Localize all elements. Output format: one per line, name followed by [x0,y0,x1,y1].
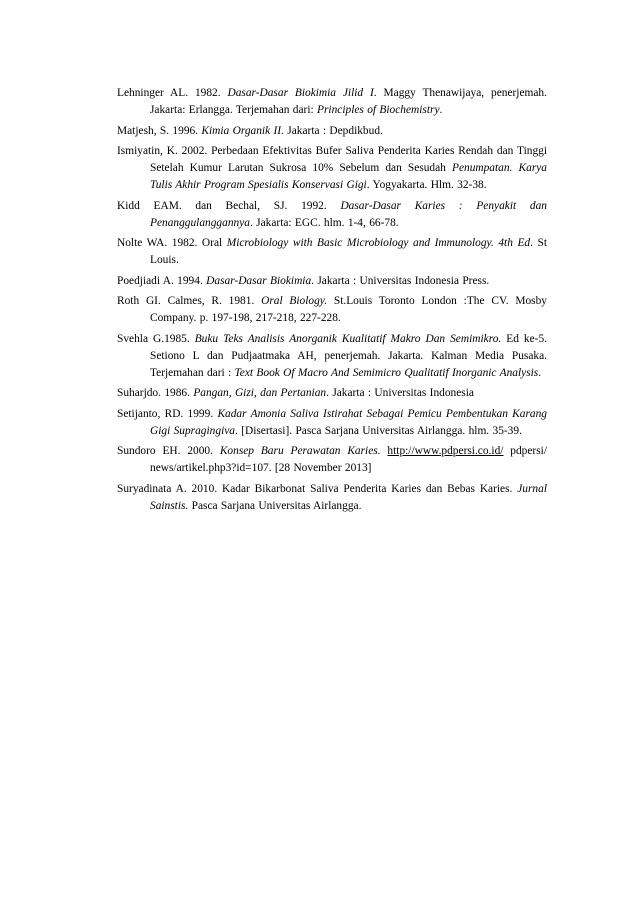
reference-entry [117,481,547,515]
reference-title-italic: Kimia Organik II. [201,124,284,137]
reference-text: Pasca Sarjana Universitas Airlangga. [188,499,362,512]
reference-text: Suharjdo. 1986. [117,387,194,399]
reference-entry [117,235,547,269]
reference-text: . [439,104,443,116]
reference-entry [117,406,547,440]
reference-text: Nolte WA. 1982. Oral [117,237,227,249]
reference-entry [117,331,547,382]
reference-entry [117,123,547,140]
reference-text: Ismiyatin, K. 2002. Perbedaan Efektivitas Bufer Saliva Penderita Karies Rendah dan Tinggi Setelah Kumur Larutan Sukrosa 10% Sebelum dan Sesudah [117,145,547,174]
reference-title-italic: Penumpatan. Karya Tulis Akhir Program Spesialis Konservasi Gigi [150,162,547,191]
reference-title-italic: Jurnal Sainstis. [150,482,547,512]
reference-title-italic: Microbiology with Basic Microbiology and Immunology. 4th Ed [226,237,531,249]
reference-text: Roth GI. Calmes, R. 1981. [117,295,262,307]
reference-text: . [Disertasi]. Pasca Sarjana Universitas Airlangga. hlm. 35-39. [234,424,522,437]
reference-title-italic: Dasar-Dasar Karies : Penyakit dan Penanggulanggannya [150,199,547,229]
reference-text: Kidd EAM. dan Bechal, SJ. 1992. [117,199,341,212]
reference-text: Poedjiadi A. 1994. [117,274,207,287]
reference-text: pdpersi/ news/artikel.php3?id=107. [28 November 2013] [150,445,547,474]
reference-title-italic: Kadar Amonia Saliva Istirahat Sebagai Pemicu Pembentukan Karang Gigi Supragingiva [150,407,547,437]
reference-entry [117,198,547,232]
reference-text: Setijanto, RD. 1999. [117,407,218,420]
reference-title-italic: Konsep Baru Perawatan Karies. [219,445,381,457]
reference-text: St.Louis Toronto London :The CV. Mosby Company. p. 197-198, 217-218, 227-228. [150,295,547,324]
reference-entry [117,273,547,290]
reference-title-italic: Buku Teks Analisis Anorganik Kualitatif Makro Dan Semimikro. [194,332,502,345]
reference-entry [117,385,547,402]
reference-text: Sundoro EH. 2000. [117,445,220,457]
reference-list [117,85,547,518]
reference-text: Jakarta : Depdikbud. [283,124,383,137]
reference-url-link[interactable]: http://www.pdpersi.co.id/ [387,445,504,457]
reference-text: . Maggy Thenawijaya, penerjemah. Jakarta: Erlangga. Terjemahan dari: [150,87,547,116]
reference-text: Lehninger AL. 1982. [117,87,228,99]
reference-text: Ed ke-5. Setiono L dan Pudjaatmaka AH, penerjemah. Jakarta. Kalman Media Pusaka. Terjemahan dari : [150,332,547,379]
reference-entry [117,443,547,477]
reference-text: . St Louis. [150,237,547,266]
reference-title-italic: Principles of Biochemistry [317,104,440,116]
reference-title-italic: Text Book Of Macro And Semimicro Qualitatif Inorganic Analysis [234,366,539,379]
reference-title-italic: Dasar-Dasar Biokimia Jilid I [227,87,374,99]
reference-text: Suryadinata A. 2010. Kadar Bikarbonat Saliva Penderita Karies dan Bebas Karies. [117,482,518,495]
reference-title-italic: Pangan, Gizi, dan Pertanian [193,387,327,399]
reference-entry [117,143,547,194]
reference-text: . Jakarta : Universitas Indonesia [326,387,474,399]
reference-text: . Jakarta : Universitas Indonesia Press. [311,274,490,287]
reference-text: Svehla G.1985. [117,332,195,345]
reference-entry [117,85,547,119]
reference-title-italic: Oral Biology. [261,295,328,307]
reference-text: . Yogyakarta. Hlm. 32-38. [366,179,487,191]
reference-title-italic: Dasar-Dasar Biokimia [206,274,312,287]
reference-text: Matjesh, S. 1996. [117,124,202,137]
reference-entry [117,293,547,327]
reference-text: . [538,366,542,379]
reference-text: . Jakarta: EGC. hlm. 1-4, 66-78. [249,216,399,229]
